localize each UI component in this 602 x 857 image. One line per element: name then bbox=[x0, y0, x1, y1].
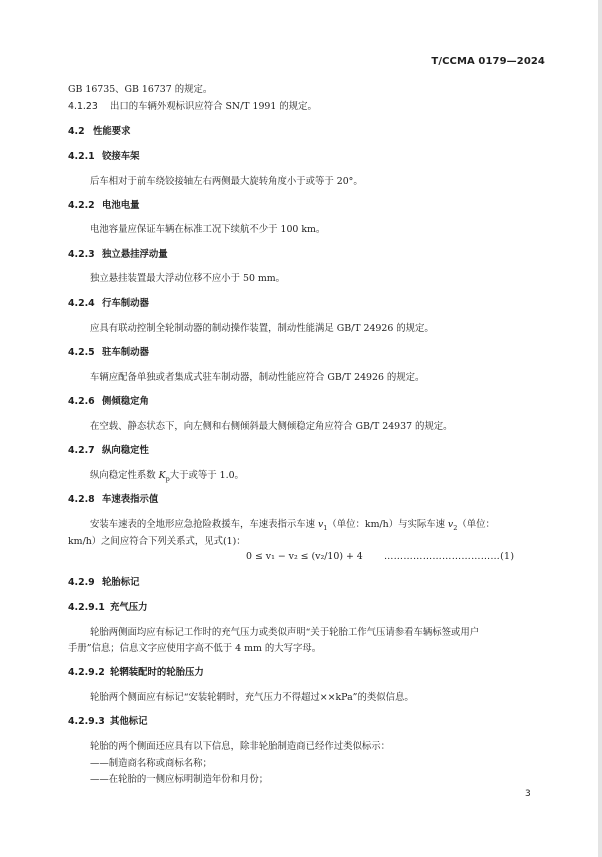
symbol-k: K bbox=[158, 470, 166, 481]
section-number: 4.2.9.2 bbox=[68, 667, 105, 678]
paragraph-text: 轮胎两侧面均应有标记工作时的充气压力或类似声明“关于轮胎工作气压请参看车辆标签或用户 bbox=[90, 627, 480, 638]
section-number: 4.2.4 bbox=[68, 298, 95, 309]
paragraph-text: 车辆应配备单独或者集成式驻车制动器，制动性能应符合 GB/T 24926 的规定。 bbox=[90, 372, 425, 383]
section-number: 4.2.1 bbox=[68, 151, 95, 162]
section-title: 其他标记 bbox=[110, 716, 148, 727]
formula-1: 0 ≤ v₁ − v₂ ≤ (v₂/10) + 4 bbox=[246, 551, 363, 562]
section-number: 4.2.9.3 bbox=[68, 716, 105, 727]
section-title: 侧倾稳定角 bbox=[102, 396, 149, 407]
section-number: 4.2.7 bbox=[68, 445, 95, 456]
paragraph-text: 轮胎两个侧面应有标记“安装轮辋时，充气压力不得超过××kPa”的类似信息。 bbox=[90, 692, 414, 703]
section-title: 车速表指示值 bbox=[102, 494, 159, 505]
section-number: 4.2.5 bbox=[68, 347, 95, 358]
page-edge bbox=[598, 0, 602, 857]
section-number: 4.2.8 bbox=[68, 494, 95, 505]
section-title: 纵向稳定性 bbox=[102, 445, 149, 456]
paragraph-text: GB 16735、GB 16737 的规定。 bbox=[68, 84, 213, 95]
paragraph-text bbox=[90, 518, 495, 535]
paragraph-text: 手册”信息；信息文字应使用字高不低于 4 mm 的大写字母。 bbox=[68, 643, 322, 654]
section-number: 4.2.9.1 bbox=[68, 602, 105, 613]
symbol-subscript: p bbox=[165, 474, 170, 483]
list-item-text: ——在轮胎的一侧应标明制造年份和月份； bbox=[90, 774, 269, 785]
paragraph-text bbox=[90, 469, 244, 486]
paragraph-text: 独立悬挂装置最大浮动位移不应小于 50 mm。 bbox=[90, 273, 286, 284]
text-run: 大于或等于 1.0。 bbox=[169, 470, 244, 481]
symbol-v2: v bbox=[447, 519, 454, 530]
section-number: 4.2.3 bbox=[68, 249, 95, 260]
section-number: 4.2.2 bbox=[68, 200, 95, 211]
text-run: （单位：km/h）与实际车速 bbox=[327, 519, 448, 530]
section-title: 性能要求 bbox=[93, 126, 131, 137]
text-run: 纵向稳定性系数 bbox=[90, 470, 159, 481]
clause-number: 4.1.23 bbox=[68, 101, 98, 112]
section-title: 驻车制动器 bbox=[102, 347, 149, 358]
paragraph-text: 应具有联动控制全轮制动器的制动操作装置，制动性能满足 GB/T 24926 的规定。 bbox=[90, 323, 434, 334]
section-title: 轮辋装配时的轮胎压力 bbox=[110, 667, 204, 678]
symbol-subscript: 2 bbox=[453, 523, 458, 532]
paragraph-text: 电池容量应保证车辆在标准工况下续航不少于 100 km。 bbox=[90, 224, 326, 235]
clause-text: 出口的车辆外观标识应符合 SN/T 1991 的规定。 bbox=[110, 101, 317, 112]
paragraph-text: 在空载、静态状态下，向左侧和右侧倾斜最大侧倾稳定角应符合 GB/T 24937 的规定。 bbox=[90, 421, 453, 432]
document-id: T/CCMA 0179—2024 bbox=[431, 56, 545, 67]
section-number: 4.2.6 bbox=[68, 396, 95, 407]
formula-number: ………………………………(1) bbox=[384, 551, 515, 562]
section-title: 铰接车架 bbox=[102, 151, 140, 162]
symbol-v1: v bbox=[317, 519, 324, 530]
section-title: 电池电量 bbox=[102, 200, 140, 211]
text-run: 安装车速表的全地形应急抢险救援车，车速表指示车速 bbox=[90, 519, 318, 530]
section-title: 充气压力 bbox=[110, 602, 148, 613]
paragraph-text: 后车相对于前车绕铰接轴左右两侧最大旋转角度小于或等于 20°。 bbox=[90, 176, 363, 187]
paragraph-text: 轮胎的两个侧面还应具有以下信息，除非轮胎制造商已经作过类似标示： bbox=[90, 741, 391, 752]
paragraph-text: km/h）之间应符合下列关系式，见式(1)： bbox=[68, 536, 246, 547]
list-item-text: ——制造商名称或商标名称； bbox=[90, 758, 212, 769]
section-title: 独立悬挂浮动量 bbox=[102, 249, 168, 260]
section-number: 4.2 bbox=[68, 126, 85, 137]
section-title: 轮胎标记 bbox=[102, 577, 140, 588]
text-run: （单位： bbox=[457, 519, 495, 530]
symbol-subscript: 1 bbox=[323, 523, 328, 532]
page-number: 3 bbox=[525, 789, 531, 799]
section-number: 4.2.9 bbox=[68, 577, 95, 588]
section-title: 行车制动器 bbox=[102, 298, 149, 309]
